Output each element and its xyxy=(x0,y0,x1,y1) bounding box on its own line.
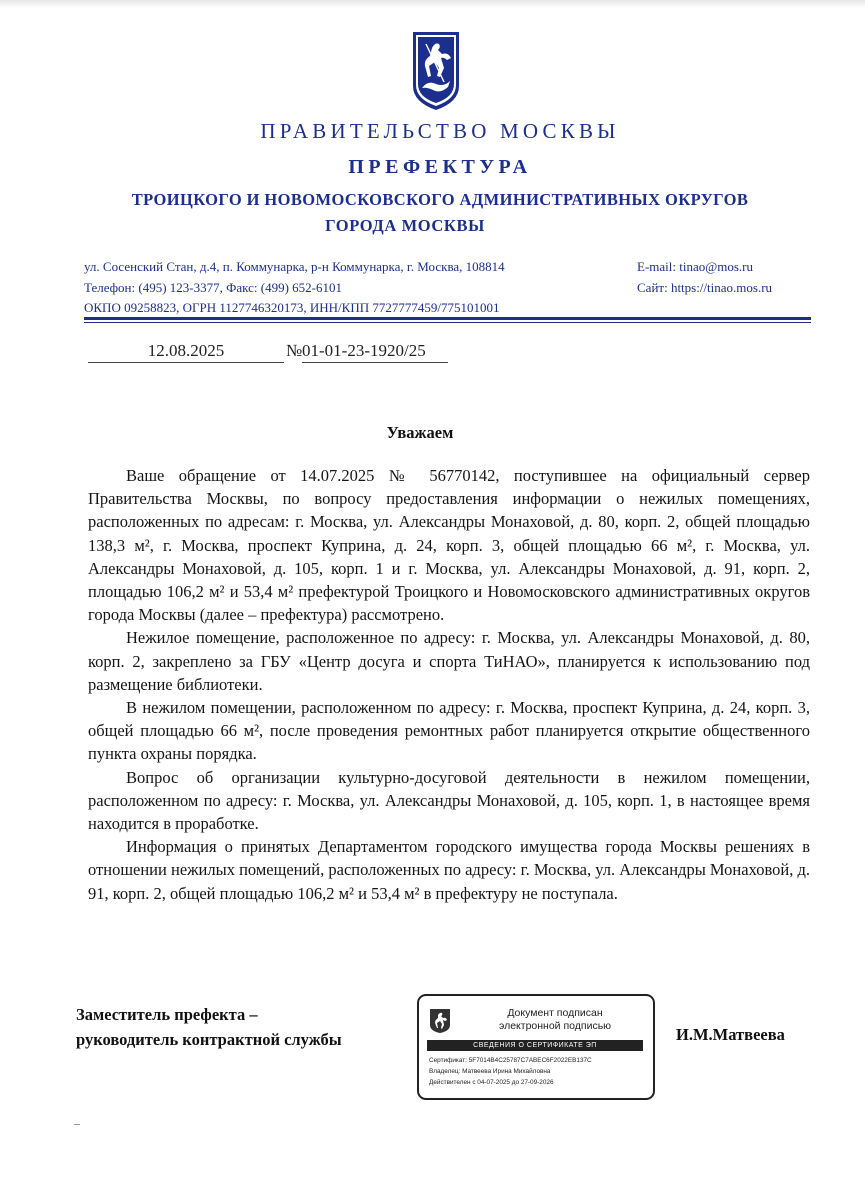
signer-position-line1: Заместитель префекта – xyxy=(76,1005,258,1024)
signer-position-line2: руководитель контрактной службы xyxy=(76,1030,342,1049)
body-paragraph: Ваше обращение от 14.07.2025 № 56770142, поступившее на официальный сервер Правительства Москвы, по вопросу предоставления информации о нежилых помещениях, расположенных по адресам: г. Москва, ул. Александры Монаховой, д. 80, корп. 2, общей площадью 138,3 м², г. Москва, проспект Куприна, д. 24, корп. 3, общей площадью 66 м², г. Москва, ул. Александры Монаховой, д. 105, корп. 1 и г. Москва, ул. Александры Монаховой, д. 91, корп. 2, площадью 106,2 м² и 53,4 м² префектурой Троицкого и Новомосковского административных округов города Москвы (далее – префектура) рассмотрено. xyxy=(88,466,810,625)
signer-position xyxy=(76,1002,342,1052)
greeting: Уважаем xyxy=(386,423,454,442)
stamp-band: СВЕДЕНИЯ О СЕРТИФИКАТЕ ЭП xyxy=(427,1040,643,1051)
address-line: ул. Сосенский Стан, д.4, п. Коммунарка, р-н Коммунарка, г. Москва, 108814 xyxy=(84,259,505,274)
body-paragraph: В нежилом помещении, расположенном по адресу: г. Москва, проспект Куприна, д. 24, корп. 3, общей площадью 66 м², после проведения ремонтных работ планируется открытие общественного пункта охраны порядка. xyxy=(88,698,810,764)
site-line: Сайт: https://tinao.mos.ru xyxy=(637,279,773,295)
registration-number: 01-01-23-1920/25 xyxy=(302,341,448,363)
stamp-line2: электронной подписью xyxy=(498,1020,612,1032)
letter-body xyxy=(88,464,810,905)
contacts-block xyxy=(84,257,505,319)
phone-line: Телефон: (495) 123-3377, Факс: (499) 652-6101 xyxy=(84,279,343,295)
body-paragraph: Вопрос об организации культурно-досуговой деятельности в нежилом помещении, расположенном по адресу: г. Москва, ул. Александры Монаховой, д. 105, корп. 1, в настоящее время находится в проработке. xyxy=(88,767,810,834)
electronic-signature-stamp xyxy=(417,994,655,1100)
online-contacts xyxy=(637,257,772,298)
body-paragraph: Информация о принятых Департаментом городского имущества города Москвы решениях в отношении нежилых помещений, расположенных по адресу: г. Москва, ул. Александры Монаховой, д. 91, корп. 2, общей площадью 106,2 м² и 53,4 м² в префектуру не поступала. xyxy=(88,837,810,903)
moscow-coat-of-arms-icon xyxy=(410,30,462,112)
registration-date: 12.08.2025 xyxy=(88,341,284,363)
prefecture-title: ПРЕФЕКТУРА xyxy=(348,156,532,178)
header-rule-thin xyxy=(84,322,811,323)
okrug-title: ТРОИЦКОГО И НОВОМОСКОВСКОГО АДМИНИСТРАТИВНЫХ ОКРУГОВ xyxy=(131,190,749,209)
stamp-certificate: Сертификат: 5F7014B4C25787C7ABEC6F2022EB137C xyxy=(429,1057,592,1064)
moscow-emblem-icon xyxy=(429,1008,451,1034)
stamp-owner: Владелец: Матвеева Ирина Михайловна xyxy=(429,1068,551,1075)
header-rule-thick xyxy=(84,317,811,320)
stamp-validity: Действителен с 04-07-2025 до 27-09-2026 xyxy=(429,1079,554,1086)
signer-name: И.М.Матвеева xyxy=(676,1025,785,1044)
codes-line: ОКПО 09258823, ОГРН 1127746320173, ИНН/КПП 7727777459/775101001 xyxy=(84,300,500,315)
number-sign: № xyxy=(286,341,303,360)
email-line: E-mail: tinao@mos.ru xyxy=(637,259,753,274)
body-paragraph: Нежилое помещение, расположенное по адресу: г. Москва, ул. Александры Монаховой, д. 80, корп. 2, закреплено за ГБУ «Центр досуга и спорта ТиНАО», планируется к использованию под размещение библиотеки. xyxy=(88,628,810,694)
scan-artifact xyxy=(74,1124,80,1125)
stamp-heading xyxy=(465,1007,645,1033)
city-title: ГОРОДА МОСКВЫ xyxy=(325,216,485,235)
stamp-line1: Документ подписан xyxy=(507,1007,603,1019)
page-edge-shadow xyxy=(0,0,865,8)
government-title: ПРАВИТЕЛЬСТВО МОСКВЫ xyxy=(260,119,620,143)
